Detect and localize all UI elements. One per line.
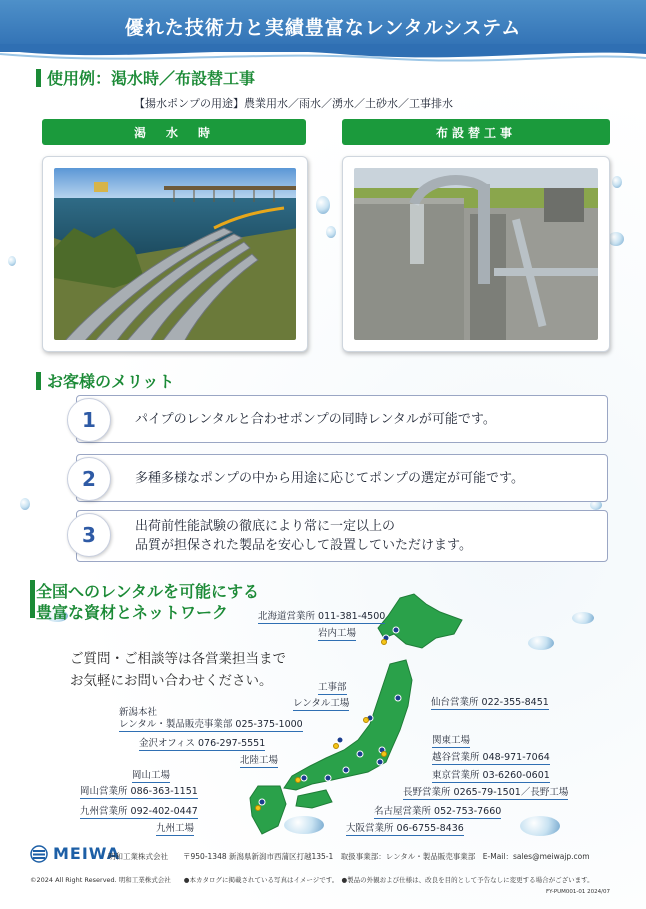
section-bar (30, 580, 35, 618)
map-point-sendai (395, 695, 401, 701)
meiwa-logo (30, 844, 120, 863)
office-koujibu: 工事部 (318, 679, 347, 695)
merit-item-3 (76, 510, 608, 562)
catalog-code: FY-PUM001-01 2024/07 (545, 889, 610, 895)
map-point-kyushu (259, 799, 265, 805)
office-hokuriku: 北陸工場 (240, 752, 278, 768)
photo-drought (42, 156, 308, 352)
merit-number: 3 (67, 513, 111, 557)
banner-title: 優れた技術力と実績豊富なレンタルシステム (124, 16, 522, 39)
merit-text: 多種多様なポンプの中から用途に応じてポンプの選定が可能です。 (135, 470, 524, 486)
section-bar (36, 372, 41, 390)
network-title-line1: 全国へのレンタルを可能にする (36, 582, 259, 601)
usage-section-title (36, 66, 255, 89)
water-drop-icon (8, 256, 16, 266)
office-hokkaido: 北海道営業所 011-381-4500 (258, 608, 385, 624)
map-point-kanazawa (337, 737, 343, 743)
office-kanazawa: 金沢オフィス 076-297-5551 (139, 735, 265, 751)
office-rental-factory: レンタル工場 (293, 695, 349, 711)
map-point-hokkaido (393, 627, 399, 633)
network-title-line2: 豊富な資材とネットワーク (36, 603, 229, 622)
water-drop-icon (326, 226, 336, 238)
shikoku-shape (296, 790, 332, 808)
office-osaka: 大阪営業所 06-6755-8436 (346, 820, 464, 836)
map-point-rental-factory (364, 718, 369, 723)
map-point-nagano (357, 751, 363, 757)
merit-item-2 (76, 454, 608, 502)
merit-text: パイプのレンタルと合わせポンプの同時レンタルが可能です。 (135, 411, 496, 427)
banner-wave (0, 44, 646, 66)
merit-item-1 (76, 395, 608, 443)
office-niigata-head: 新潟本社 (119, 707, 158, 718)
merit-number: 2 (67, 457, 111, 501)
water-drop-icon (612, 176, 622, 188)
logo-text: MEIWA (53, 844, 121, 863)
merit-text: 出荷前性能試験の徹底により常に一定以上の 品質が担保された製品を安心して設置していただけます。 (135, 519, 472, 553)
map-point-nagoya (343, 767, 349, 773)
map-point-iwauchi-factory (382, 640, 387, 645)
merit-section-title (36, 369, 174, 392)
relaying-photo-image (354, 168, 598, 340)
copyright: ©2024 All Right Reserved. 明和工業株式会社 ●本カタログに掲載されている写真はイメージです。 ●製品の外観および仕様は、改良を目的として予告なしに変更する場合がございます。 (30, 876, 594, 884)
usage-title-text: 使用例：渇水時／布設替工事 (47, 69, 256, 88)
inquiry-line2: お気軽にお問い合わせください。 (70, 673, 273, 689)
office-kyushu-factory: 九州工場 (156, 820, 194, 836)
office-sendai: 仙台営業所 022-355-8451 (431, 694, 549, 710)
label-relaying-work: 布設替工事 (342, 119, 610, 145)
usage-line: 【揚水ポンプの用途】農業用水／雨水／湧水／土砂水／工事排水 (134, 97, 453, 110)
office-kyushu-sales: 九州営業所 092-402-0447 (80, 803, 198, 819)
inquiry-line1: ご質問・ご相談等は各営業担当まで (70, 651, 286, 667)
label-drought: 渇 水 時 (42, 119, 306, 145)
map-point-osaka (325, 775, 331, 781)
water-drop-icon (572, 612, 594, 624)
water-drop-icon (528, 636, 554, 650)
map-point-okayama-factory (296, 778, 301, 783)
map-point-hokuriku-factory (334, 744, 339, 749)
office-niigata-sales: レンタル・製品販売事業部 025-375-1000 (119, 716, 303, 732)
meiwa-logo-icon (30, 845, 48, 863)
photo-relaying-work (342, 156, 610, 352)
office-iwauchi: 岩内工場 (318, 625, 356, 641)
kyushu-shape (250, 786, 286, 834)
drought-photo-image (54, 168, 296, 340)
office-nagoya: 名古屋営業所 052-753-7660 (374, 803, 501, 819)
water-drop-icon (520, 816, 560, 836)
water-drop-icon (316, 196, 330, 214)
office-kanto: 関東工場 (432, 732, 470, 748)
office-koshigaya: 越谷営業所 048-971-7064 (432, 749, 550, 765)
map-point-kyushu-factory (256, 806, 261, 811)
merit-title-text: お客様のメリット (47, 372, 175, 391)
office-tokyo: 東京営業所 03-6260-0601 (432, 767, 550, 783)
hokkaido-shape (378, 594, 462, 648)
water-drop-icon (20, 498, 30, 510)
office-okayama-sales: 岡山営業所 086-363-1151 (80, 783, 198, 799)
water-drop-icon (608, 232, 624, 246)
map-point-tokyo (377, 759, 383, 765)
merit-number: 1 (67, 398, 111, 442)
map-point-okayama (301, 775, 307, 781)
office-nagano: 長野営業所 0265-79-1501／長野工場 (403, 784, 568, 800)
company-info: 明和工業株式会社 〒950-1348 新潟県新潟市西蒲区打越135-1 取扱事業部：レンタル・製品販売事業部 E-Mail：sales@meiwajp.com (108, 852, 590, 861)
map-point-kanto-factory (382, 752, 387, 757)
office-okayama-factory: 岡山工場 (132, 767, 170, 783)
section-bar (36, 69, 41, 87)
